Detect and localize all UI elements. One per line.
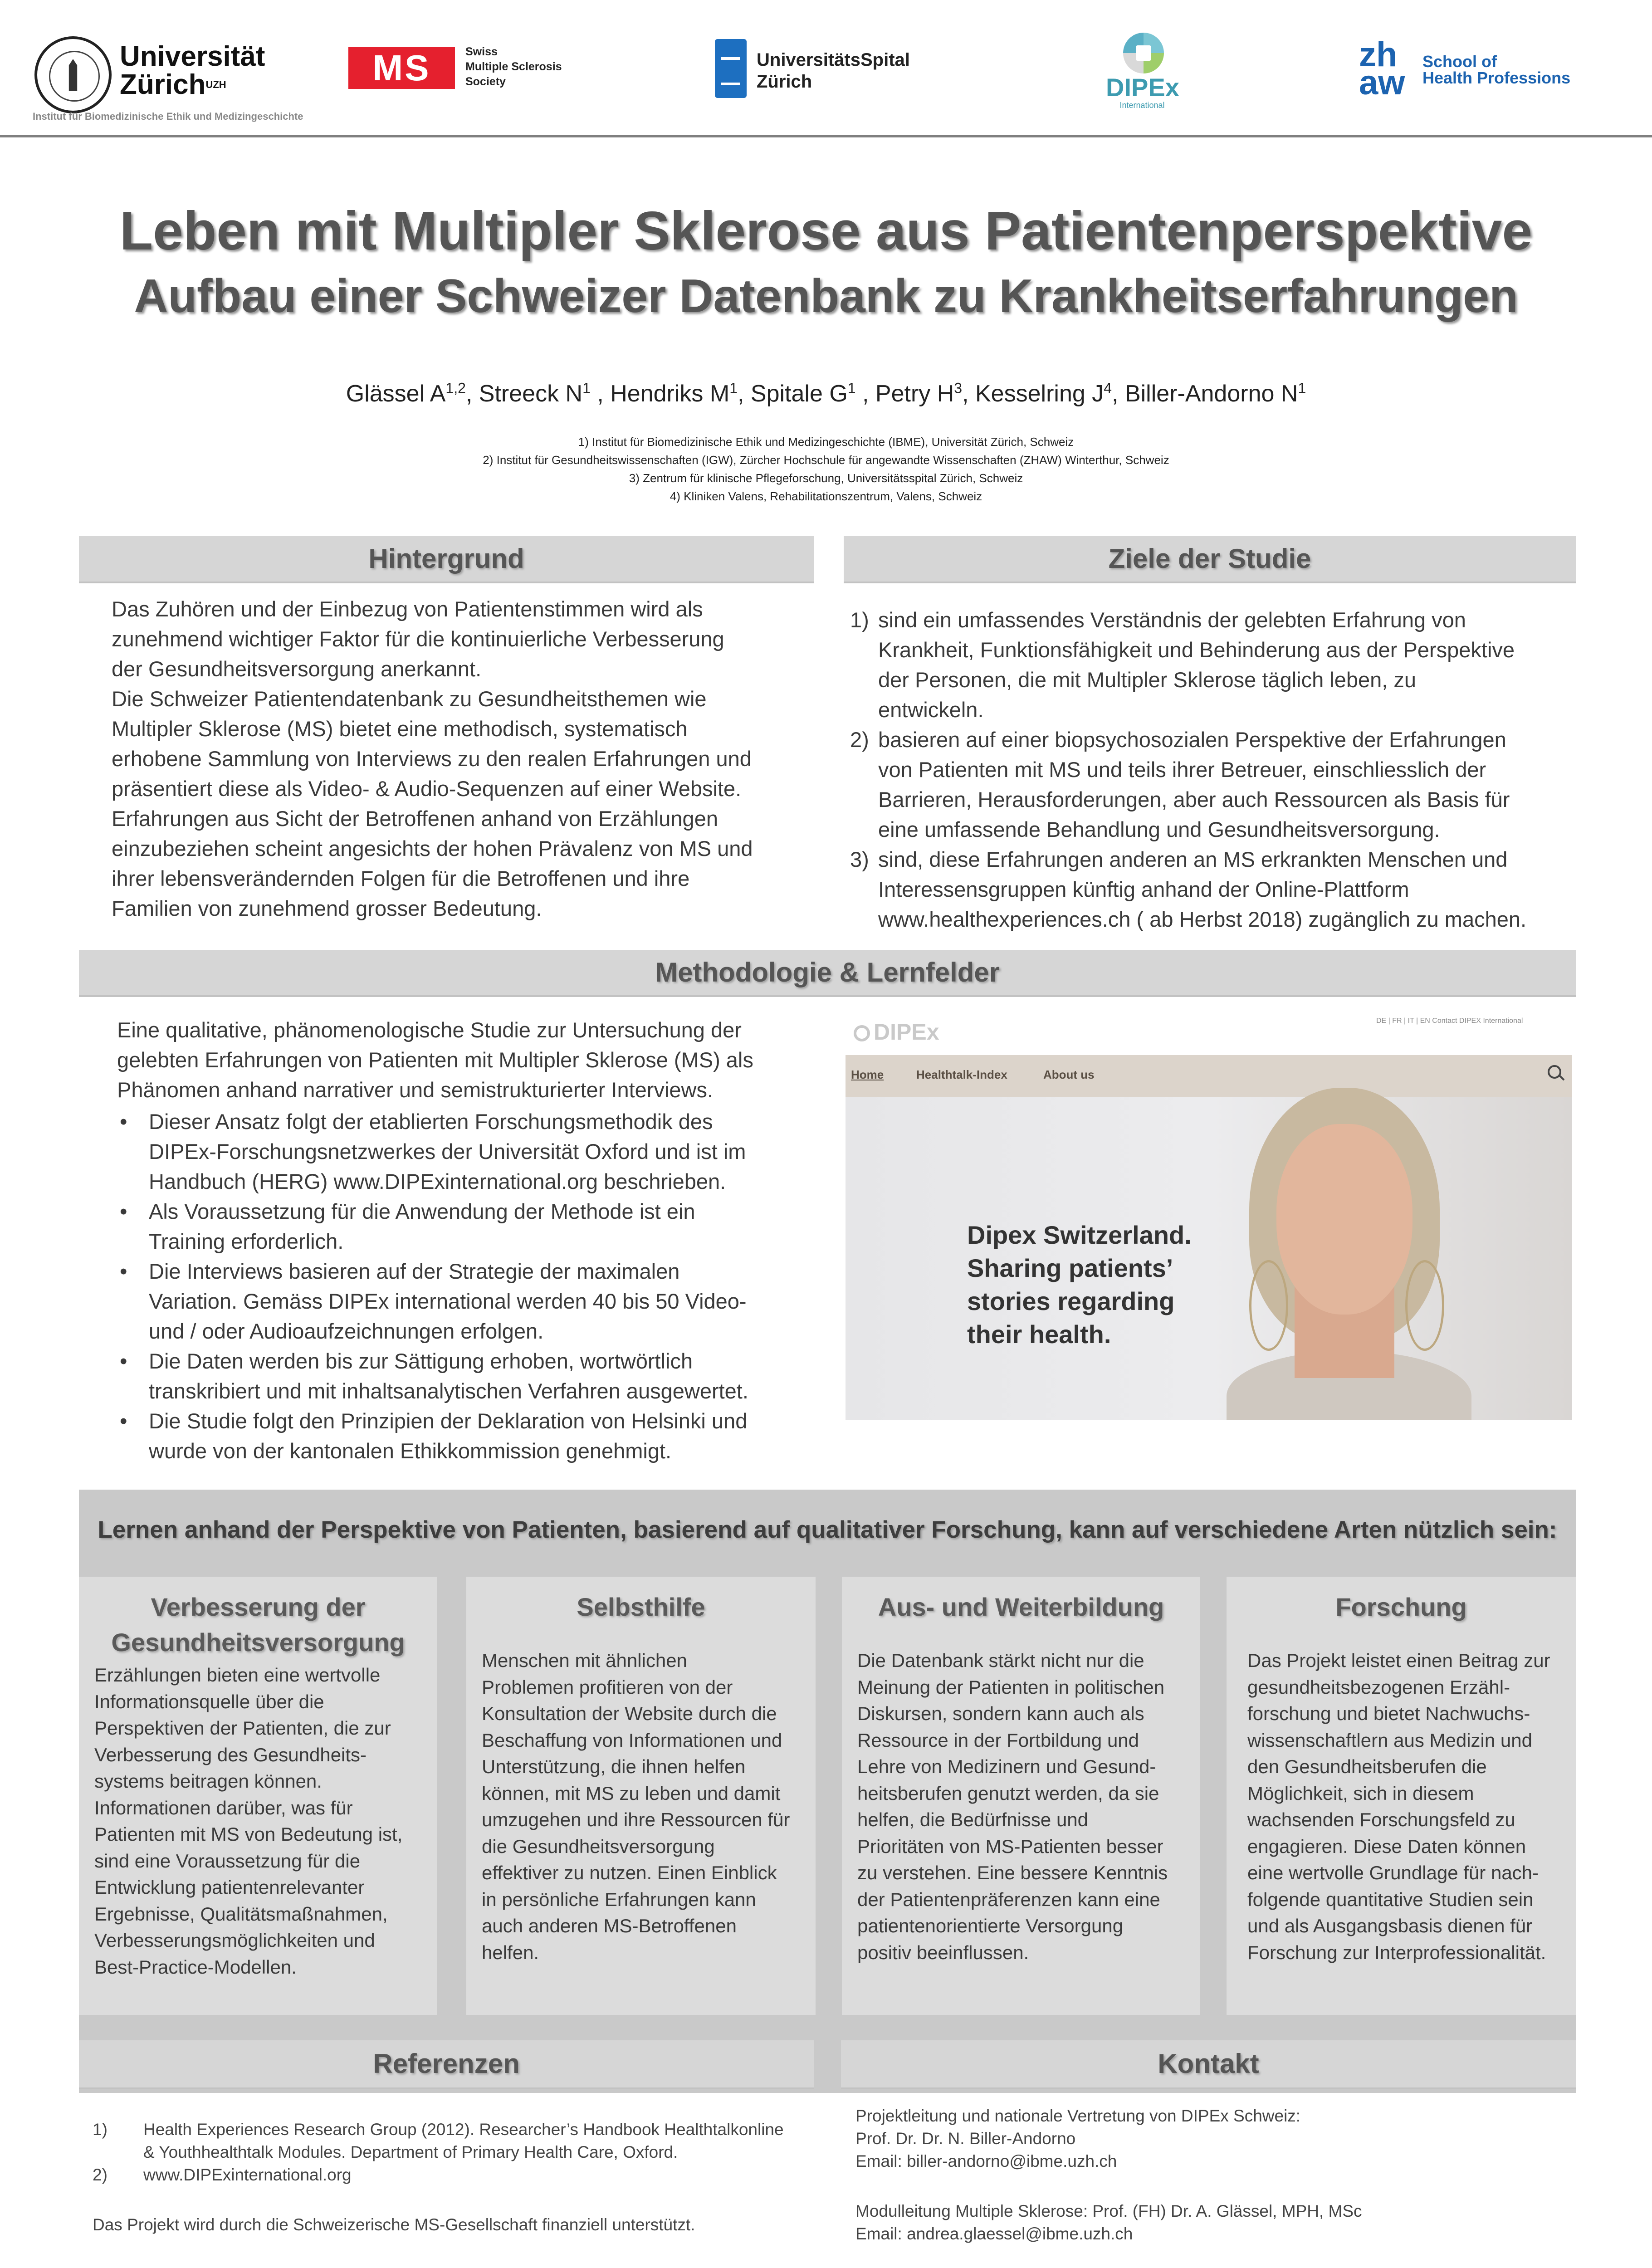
- section-heading-methodologie: Methodologie & Lernfelder: [79, 950, 1576, 997]
- affiliation: 4) Kliniken Valens, Rehabilitationszentrum, Valens, Schweiz: [670, 489, 982, 503]
- uzh-logo: [33, 34, 350, 124]
- list-item: 3) sind, diese Erfahrungen anderen an MS erkrankten Menschen und Interessensgruppen künftig anhand der Online-Plattform www.healthexperiences.ch ( ab Herbst 2018) zugänglich zu machen.: [850, 847, 1527, 931]
- card-title: Selbsthilfe: [577, 1593, 705, 1621]
- list-item: • Die Studie folgt den Prinzipien der Deklaration von Helsinki und wurde von der kantonalen Ethikkommission genehmigt.: [117, 1406, 834, 1466]
- uzh-institute: Institut für Biomedizinische Ethik und Medizingeschichte: [33, 111, 303, 122]
- card-title: Verbesserung der Gesundheitsversorgung: [111, 1593, 405, 1657]
- methodologie-text: Eine qualitative, phänomenologische Studie zur Untersuchung der gelebten Erfahrungen von Patienten mit Multipler Sklerose (MS) als Phänomen anhand narrativer und semistrukturierter Interviews. • Dieser Ansatz folgt der etablierten Forschungsmethodik des DIPEx-Forschungsnetzwerkes der Universität Oxford und ist im Handbuch (HERG) www.DIPExinternational.org beschrieben. • Als Voraussetzung für die Anwendung der Methode ist ein Training erforderlich. • Die Interviews basieren auf der Strategie der maximalen Variation. Gemäss DIPEx international werden 40 bis 50 Video- und / oder Audioaufzeichnungen erfolgen. • Die Daten werden bis zur Sättigung erhoben, wortwörtlich transkribiert und mit inhaltsanalytischen Verfahren ausgewertet. • Die Studie folgt den Prinzipien der Deklaration von Helsinki und wurde von der kantonalen Ethikkommission genehmigt.: [117, 1015, 834, 1466]
- dipex-word: DIPEx: [1106, 73, 1179, 102]
- author: Streeck $N^1$ ,: [479, 380, 611, 407]
- uzh-name: Universität Zürich$^{UZH}$: [120, 41, 265, 100]
- references-list: [93, 2118, 818, 2186]
- affiliations: [0, 433, 1652, 505]
- site-hero: [846, 1097, 1572, 1420]
- contact-block-project: Projektleitung und nationale Vertretung von DIPEx Schweiz: Prof. Dr. Dr. N. Biller-Andorno Email: biller-andorno@ibme.uzh.ch: [855, 2107, 1301, 2170]
- hintergrund-text: Das Zuhören und der Einbezug von Patientenstimmen wird als zunehmend wichtiger Faktor für die kontinuierliche Verbesserung der Gesundheitsversorgung anerkannt. Die Schweizer Patientendatenbank zu Gesundheitsthemen wie Multipler Sklerose (MS) bietet eine methodisch, systematisch erhobene Sammlung von Interviews zu den realen Erfahrungen und präsentiert diese als Video- & Audio-Sequenzen auf einer Website. Erfahrungen aus Sicht der Betroffenen anhand von Erzählungen einzubeziehen scheint angesichts der hohen Prävalenz von MS und ihrer lebensverändernden Folgen für die Betroffenen und ihre Familien von zunehmend grosser Bedeutung.: [112, 597, 753, 920]
- list-item: 2) www.DIPExinternational.org: [93, 2165, 352, 2184]
- author-list: [0, 380, 1652, 407]
- dipex-website-screenshot: [846, 1007, 1572, 1420]
- affiliation: 2) Institut für Gesundheitswissenschaften (IGW), Zürcher Hochschule für angewandte Wissenschaften (ZHAW) Winterthur, Schweiz: [483, 453, 1169, 467]
- search-icon[interactable]: [1548, 1065, 1561, 1079]
- nav-about-us[interactable]: About us: [1043, 1068, 1095, 1081]
- portrait-photo: [1199, 1097, 1471, 1420]
- usz-name: UniversitätsSpital Zürich: [757, 50, 910, 92]
- card-bildung: [842, 1577, 1200, 2015]
- nav-healthtalk-index[interactable]: Healthtalk-Index: [916, 1068, 1007, 1081]
- author: Petry $H^3$,: [875, 380, 975, 407]
- list-item: 2) basieren auf einer biopsychosozialen Perspektive der Erfahrungen von Patienten mit MS und teils ihrer Betreuer, einschliesslich der Barrieren, Herausforderungen, aber auch Ressourcen als Basis für eine umfassende Behandlung und Gesundheitsversorgung.: [850, 728, 1510, 841]
- site-header: [846, 1007, 1572, 1055]
- ms-society-logo: [348, 47, 584, 97]
- list-item: • Dieser Ansatz folgt der etablierten Forschungsmethodik des DIPEx-Forschungsnetzwerkes der Universität Oxford und ist im Handbuch (HERG) www.DIPExinternational.org beschrieben.: [117, 1107, 834, 1197]
- card-text: Erzählungen bieten eine wertvolle Informationsquelle über die Perspektiven der Patienten, die zur Verbesserung des Gesundheits- systems beitragen können. Informationen darüber, was für Patienten mit MS von Bedeutung ist, sind eine Voraussetzung für die Entwicklung patientenrelevanter Ergebnisse, Qualitätsmaßnahmen, Verbesserungsmöglichkeiten und Best-Practice-Modellen.: [94, 1664, 403, 1978]
- ms-mark: MS: [348, 47, 455, 89]
- author: Glässel A$^{1,2}$,: [346, 380, 479, 407]
- section-heading-kontakt: Kontakt: [841, 2040, 1576, 2089]
- usz-mark-icon: [715, 39, 747, 98]
- contact-block-module: Modulleitung Multiple Sklerose: Prof. (FH) Dr. A. Glässel, MPH, MSc Email: andrea.glaessel@ibme.uzh.ch: [855, 2202, 1362, 2243]
- site-language-links[interactable]: DE | FR | IT | EN Contact DIPEX International: [1376, 1017, 1523, 1025]
- list-item: • Als Voraussetzung für die Anwendung der Methode ist ein Training erforderlich.: [117, 1197, 834, 1256]
- list-item: • Die Daten werden bis zur Sättigung erhoben, wortwörtlich transkribiert und mit inhaltsanalytischen Verfahren ausgewertet.: [117, 1346, 834, 1406]
- author: Biller-Andorno $N^1$: [1124, 380, 1306, 407]
- section-heading-hintergrund: Hintergrund: [79, 536, 814, 583]
- dipex-mark-icon: [1123, 33, 1164, 73]
- uzh-seal-icon: [34, 36, 112, 113]
- ziele-list: [850, 605, 1576, 934]
- header-divider: [0, 135, 1652, 137]
- list-item: 1) sind ein umfassendes Verständnis der gelebten Erfahrung von Krankheit, Funktionsfähigkeit und Behinderung aus der Perspektive der Personen, die mit Multipler Sklerose täglich leben, zu entwickeln.: [850, 608, 1515, 722]
- zhaw-mark: zh aw: [1359, 35, 1405, 102]
- card-verbesserung: [79, 1577, 437, 2015]
- author: Kesselring $J^4$,: [975, 380, 1125, 407]
- card-forschung: [1227, 1577, 1576, 2015]
- site-nav: [846, 1055, 1572, 1097]
- list-item: • Die Interviews basieren auf der Strategie der maximalen Variation. Gemäss DIPEx international werden 40 bis 50 Video- und / oder Audioaufzeichnungen erfolgen.: [117, 1256, 834, 1346]
- card-text: Das Projekt leistet einen Beitrag zur gesundheitsbezogenen Erzähl- forschung und bietet Nachwuchs- wissenschaftlern aus Medizin und den Gesundheitsberufen die Möglichkeit, sich in diesem wachsenden Forschungsfeld zu engagieren. Diese Daten können eine wertvolle Grundlage für nach- folgende quantitative Studien sein und als Ausgangsbasis dienen für Forschung zur Interprofessionalität.: [1247, 1650, 1550, 1963]
- card-title: Aus- und Weiterbildung: [878, 1593, 1164, 1621]
- affiliation: 1) Institut für Biomedizinische Ethik und Medizingeschichte (IBME), Universität Zürich, Schweiz: [578, 435, 1074, 449]
- poster-subtitle: Aufbau einer Schweizer Datenbank zu Krankheitserfahrungen: [134, 270, 1518, 323]
- nav-home[interactable]: Home: [851, 1068, 884, 1081]
- lernen-title: Lernen anhand der Perspektive von Patienten, basierend auf qualitativer Forschung, kann auf verschiedene Arten nützlich sein:: [98, 1516, 1557, 1543]
- zhaw-name: School of Health Professions: [1422, 52, 1571, 87]
- dipex-logo: [1106, 33, 1178, 114]
- zhaw-logo: [1359, 27, 1595, 109]
- card-text: Menschen mit ähnlichen Problemen profitieren von der Konsultation der Website durch die Beschaffung von Informationen und Unterstützung, die ihnen helfen können, mit MS zu leben und damit umzugehen und ihre Ressourcen für die Gesundheitsversorgung effektiver zu nutzen. Einen Einblick in persönliche Erfahrungen kann auch anderen MS-Betroffenen helfen.: [482, 1650, 790, 1963]
- funding-note: Das Projekt wird durch die Schweizerische MS-Gesellschaft finanziell unterstützt.: [93, 2215, 695, 2234]
- ms-society-name: Swiss Multiple Sclerosis Society: [465, 45, 562, 88]
- author: Spitale $G^1$ ,: [750, 380, 875, 407]
- logo-bar: [0, 0, 1652, 135]
- card-title: Forschung: [1335, 1593, 1467, 1621]
- hero-headline: Dipex Switzerland. Sharing patients’ stories regarding their health.: [967, 1221, 1192, 1349]
- affiliation: 3) Zentrum für klinische Pflegeforschung, Universitätsspital Zürich, Schweiz: [629, 471, 1023, 485]
- site-logo[interactable]: DIPEx: [854, 1019, 939, 1045]
- card-text: Die Datenbank stärkt nicht nur die Meinung der Patienten in politischen Diskursen, sondern kann auch als Ressource in der Fortbildung und Lehre von Medizinern und Gesund- heitsberufen genutzt werden, da sie helfen, die Bedürfnisse und Prioritäten von MS-Patienten besser zu verstehen. Eine bessere Kenntnis der Patientenpräferenzen kann eine patientenorientierte Versorgung positiv beeinflussen.: [857, 1650, 1168, 1963]
- section-heading-ziele: Ziele der Studie: [844, 536, 1576, 583]
- list-item: 1) Health Experiences Research Group (2012). Researcher’s Handbook Healthtalkonline & Youthhealthtalk Modules. Department of Primary Health Care, Oxford.: [93, 2120, 784, 2161]
- card-selbsthilfe: [466, 1577, 816, 2015]
- usz-logo: [715, 39, 969, 98]
- author: Hendriks $M^1$,: [610, 380, 751, 407]
- section-heading-referenzen: Referenzen: [79, 2040, 814, 2089]
- poster-title: Leben mit Multipler Sklerose aus Patientenperspektive: [119, 200, 1533, 261]
- dipex-sub: International: [1119, 101, 1165, 110]
